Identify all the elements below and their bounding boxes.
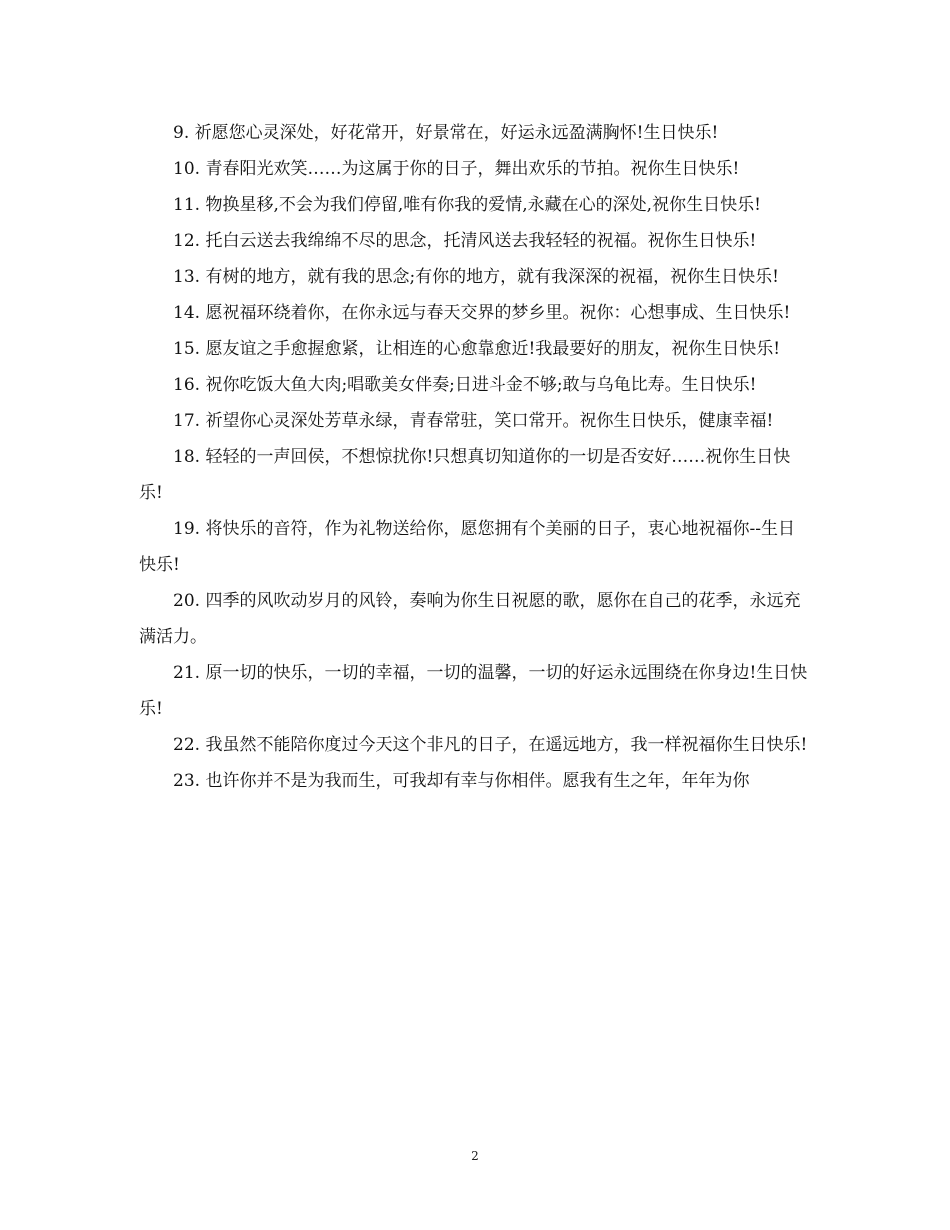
- page-number: 2: [471, 1149, 479, 1163]
- item-number: 11.: [173, 195, 201, 215]
- list-item: [139, 115, 811, 151]
- list-item: [139, 259, 811, 295]
- list-item: [139, 583, 811, 655]
- list-item: [139, 655, 811, 727]
- item-text: 轻轻的一声回侯，不想惊扰你!只想真切知道你的一切是否安好……祝你生日快乐!: [139, 447, 791, 503]
- item-number: 12.: [173, 231, 201, 251]
- item-number: 10.: [173, 159, 201, 179]
- item-text: 四季的风吹动岁月的风铃，奏响为你生日祝愿的歌，愿你在自己的花季，永远充满活力。: [139, 591, 801, 647]
- item-number: 14.: [173, 303, 201, 323]
- item-text: 祈望你心灵深处芳草永绿，青春常驻，笑口常开。祝你生日快乐，健康幸福!: [205, 411, 774, 431]
- item-text: 将快乐的音符，作为礼物送给你，愿您拥有个美丽的日子，衷心地祝福你--生日快乐!: [139, 519, 795, 575]
- list-item: [139, 151, 811, 187]
- list-item: [139, 403, 811, 439]
- item-number: 20.: [173, 591, 201, 611]
- item-text: 也许你并不是为我而生，可我却有幸与你相伴。愿我有生之年，年年为你: [205, 771, 750, 791]
- item-number: 13.: [173, 267, 201, 287]
- item-text: 祝你吃饭大鱼大肉;唱歌美女伴奏;日进斗金不够;敢与乌龟比寿。生日快乐!: [205, 375, 757, 395]
- item-text: 物换星移,不会为我们停留,唯有你我的爱情,永藏在心的深处,祝你生日快乐!: [205, 195, 761, 215]
- item-text: 祈愿您心灵深处，好花常开，好景常在，好运永远盈满胸怀!生日快乐!: [194, 123, 719, 143]
- list-item: [139, 367, 811, 403]
- wish-list: [139, 115, 811, 799]
- item-number: 21.: [173, 663, 201, 683]
- list-item: [139, 763, 811, 799]
- item-number: 18.: [173, 447, 201, 467]
- list-item: [139, 223, 811, 259]
- item-text: 愿祝福环绕着你，在你永远与春天交界的梦乡里。祝你：心想事成、生日快乐!: [205, 303, 791, 323]
- item-number: 15.: [173, 339, 201, 359]
- list-item: [139, 727, 811, 763]
- list-item: [139, 187, 811, 223]
- item-number: 9.: [173, 123, 190, 143]
- item-text: 原一切的快乐，一切的幸福，一切的温馨，一切的好运永远围绕在你身边!生日快乐!: [139, 663, 808, 719]
- item-number: 22.: [173, 735, 201, 755]
- item-number: 19.: [173, 519, 201, 539]
- list-item: [139, 511, 811, 583]
- item-text: 青春阳光欢笑……为这属于你的日子，舞出欢乐的节拍。祝你生日快乐!: [205, 159, 740, 179]
- item-text: 愿友谊之手愈握愈紧，让相连的心愈靠愈近!我最要好的朋友，祝你生日快乐!: [205, 339, 781, 359]
- item-number: 17.: [173, 411, 201, 431]
- list-item: [139, 295, 811, 331]
- list-item: [139, 439, 811, 511]
- item-text: 我虽然不能陪你度过今天这个非凡的日子，在遥远地方，我一样祝福你生日快乐!: [205, 735, 808, 755]
- item-number: 23.: [173, 771, 201, 791]
- item-text: 托白云送去我绵绵不尽的思念，托清风送去我轻轻的祝福。祝你生日快乐!: [205, 231, 757, 251]
- list-item: [139, 331, 811, 367]
- item-text: 有树的地方，就有我的思念;有你的地方，就有我深深的祝福，祝你生日快乐!: [205, 267, 780, 287]
- item-number: 16.: [173, 375, 201, 395]
